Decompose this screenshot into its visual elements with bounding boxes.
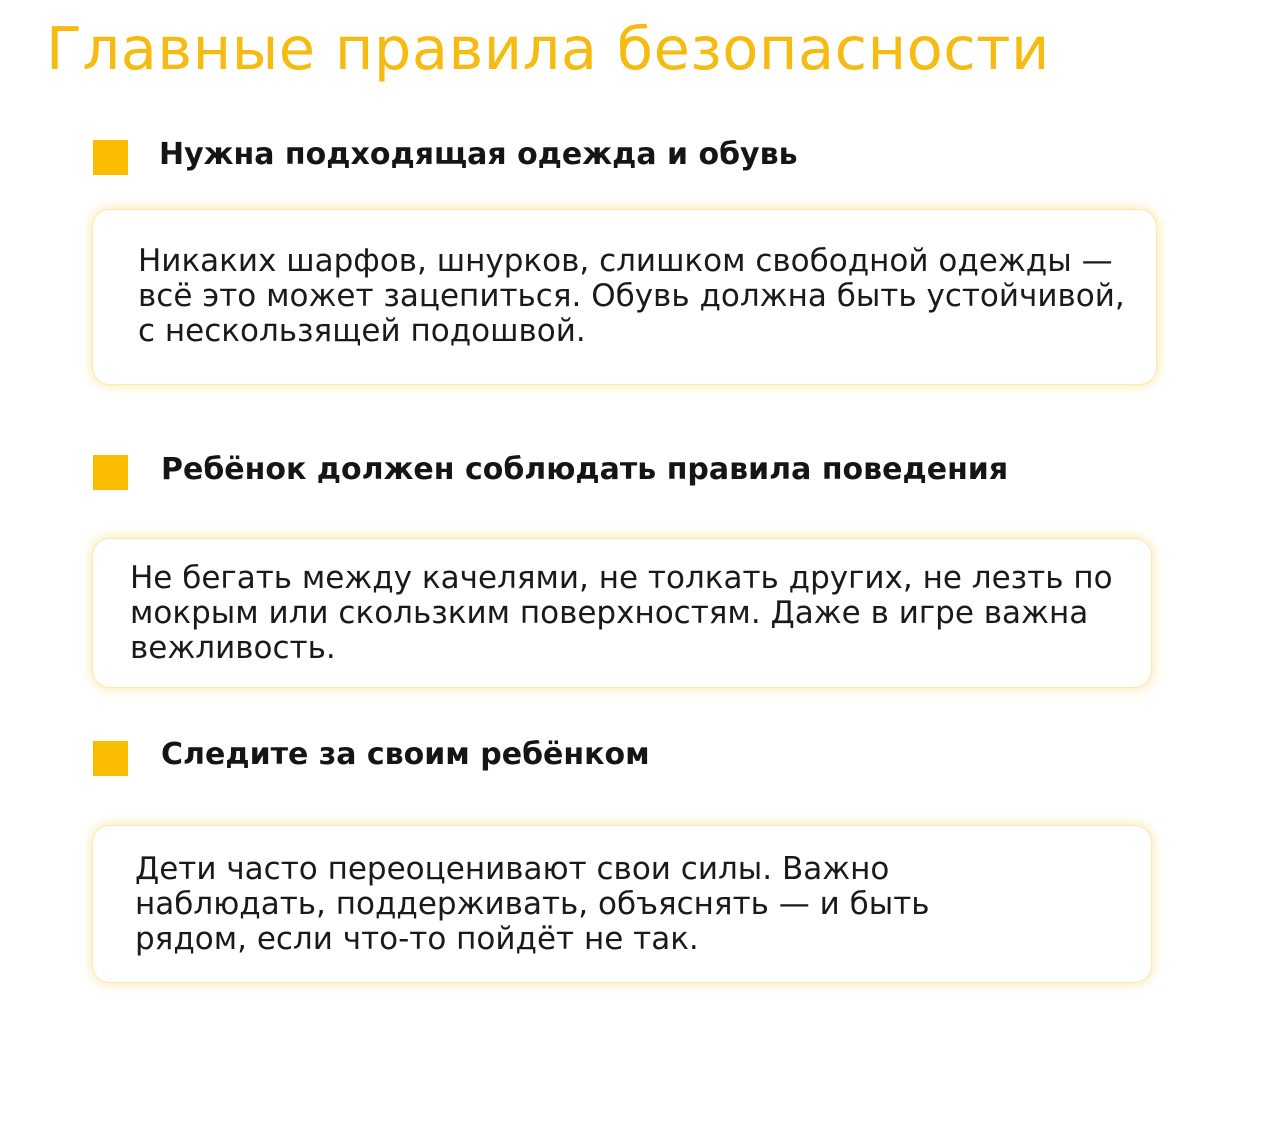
rule-text: Никаких шарфов, шнурков, слишком свободной одежды — всё это может зацепиться. Обувь должна быть устойчивой, с нескользящей подошвой. bbox=[138, 243, 1125, 349]
rule-heading: Ребёнок должен соблюдать правила поведения bbox=[161, 452, 1009, 487]
page-title: Главные правила безопасности bbox=[46, 14, 1050, 83]
rule-text: Не бегать между качелями, не толкать других, не лезть по мокрым или скользким поверхностям. Даже в игре важна вежливость. bbox=[130, 560, 1113, 666]
rule-card bbox=[92, 538, 1152, 688]
bullet-square-icon bbox=[93, 741, 128, 776]
rule-heading: Нужна подходящая одежда и обувь bbox=[159, 137, 798, 172]
rule-card bbox=[92, 209, 1157, 385]
rule-text: Дети часто переоценивают свои силы. Важно наблюдать, поддерживать, объяснять — и быть рядом, если что-то пойдёт не так. bbox=[135, 851, 930, 957]
bullet-square-icon bbox=[93, 140, 128, 175]
rule-heading: Следите за своим ребёнком bbox=[161, 737, 650, 772]
rule-card bbox=[92, 825, 1152, 983]
bullet-square-icon bbox=[93, 455, 128, 490]
